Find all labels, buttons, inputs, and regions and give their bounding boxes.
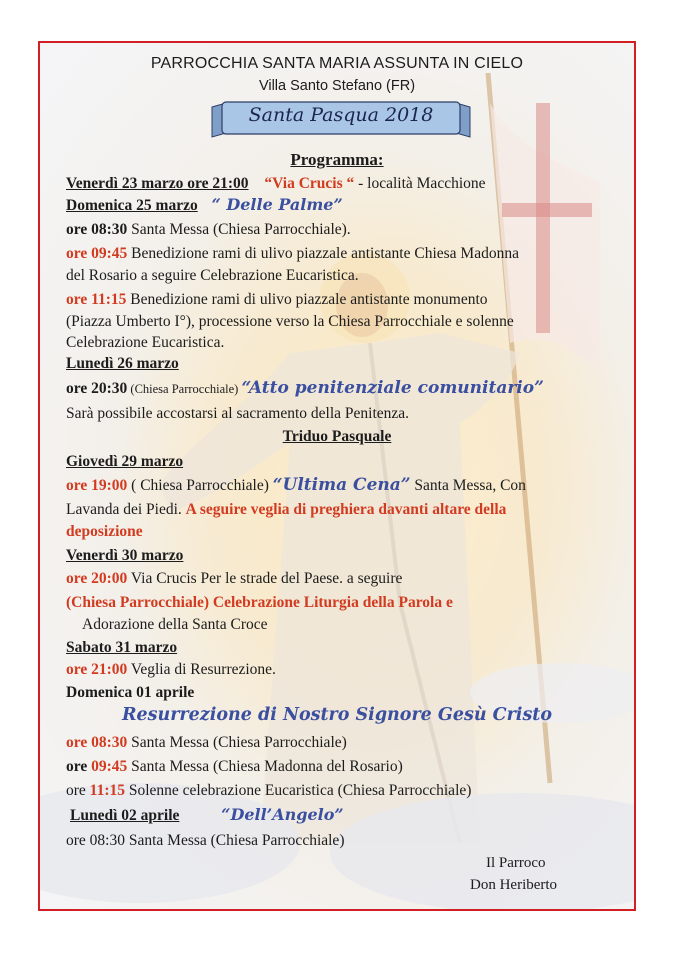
schedule-line bbox=[82, 615, 268, 635]
day-header bbox=[66, 354, 179, 374]
day-date: Venerdì 30 marzo bbox=[66, 547, 184, 564]
section-heading: Triduo Pasquale bbox=[282, 428, 392, 445]
easter-title: Resurrezione di Nostro Signore Gesù Cristo bbox=[121, 705, 553, 725]
signature-role: Il Parroco bbox=[486, 855, 546, 871]
desc: Solenne celebrazione Eucaristica (Chiesa Parrocchiale) bbox=[124, 782, 472, 799]
time: ore 19:00 bbox=[66, 477, 128, 494]
highlight: (Chiesa Parrocchiale) Celebrazione Liturgia della Parola e bbox=[66, 594, 453, 611]
desc: Benedizione rami di ulivo piazzale antistante Chiesa Madonna bbox=[127, 245, 519, 262]
day-header bbox=[66, 195, 343, 216]
schedule-line bbox=[66, 781, 471, 801]
time: ore 21:00 bbox=[66, 661, 128, 678]
time: ore 11:15 bbox=[66, 291, 127, 308]
event-via-crucis bbox=[66, 174, 486, 194]
schedule-line bbox=[66, 312, 514, 332]
event-title: “Via Crucis “ bbox=[264, 175, 355, 192]
event-title: “Ultima Cena” bbox=[272, 475, 411, 495]
desc: Lavanda dei Piedi. bbox=[66, 501, 186, 518]
time: ore 09:45 bbox=[66, 245, 128, 262]
schedule-line bbox=[66, 475, 526, 496]
schedule-line bbox=[66, 378, 544, 399]
desc: Via Crucis Per le strade del Paese. a seguire bbox=[127, 570, 403, 587]
day-date: Lunedì 02 aprile bbox=[70, 807, 180, 824]
title-banner bbox=[208, 101, 474, 139]
signature-name: Don Heriberto bbox=[470, 877, 558, 893]
schedule-line bbox=[66, 660, 276, 680]
day-title: “ Delle Palme” bbox=[211, 195, 343, 214]
time: 11:15 bbox=[89, 782, 125, 799]
time: ore 20:00 bbox=[66, 570, 128, 587]
schedule-line bbox=[66, 500, 506, 520]
desc: ore 08:30 Santa Messa (Chiesa Parrocchiale) bbox=[66, 832, 345, 849]
desc: Santa Messa (Chiesa Parrocchiale). bbox=[127, 221, 351, 238]
day-title: “Dell’Angelo” bbox=[221, 805, 344, 824]
desc: del Rosario a seguire Celebrazione Eucaristica. bbox=[66, 267, 359, 284]
desc: (Piazza Umberto I°), processione verso la Chiesa Parrocchiale e solenne bbox=[66, 313, 514, 330]
day-header bbox=[66, 638, 177, 658]
day-header bbox=[66, 683, 194, 703]
day-date: Sabato 31 marzo bbox=[66, 639, 178, 656]
event-title: “Atto penitenziale comunitario” bbox=[241, 378, 544, 398]
schedule-line bbox=[66, 569, 402, 589]
desc: Celebrazione Eucaristica. bbox=[66, 334, 225, 351]
event-location: - località Macchione bbox=[354, 175, 486, 192]
schedule-line bbox=[66, 404, 409, 424]
place: ( Chiesa Parrocchiale) bbox=[127, 477, 273, 494]
day-date: Giovedì 29 marzo bbox=[66, 453, 184, 470]
day-date: Domenica 01 aprile bbox=[66, 684, 195, 701]
schedule-line bbox=[66, 244, 519, 264]
time-prefix: ore bbox=[66, 758, 92, 775]
time: ore 08:30 bbox=[66, 221, 128, 238]
desc: Adorazione della Santa Croce bbox=[82, 616, 268, 633]
desc: Sarà possibile accostarsi al sacramento della Penitenza. bbox=[66, 405, 410, 422]
programma-heading: Programma: bbox=[290, 150, 384, 169]
place: (Chiesa Parrocchiale) bbox=[127, 382, 242, 396]
schedule-line bbox=[66, 733, 347, 753]
schedule-line bbox=[66, 757, 403, 777]
desc: Santa Messa, Con bbox=[410, 477, 526, 494]
day-header bbox=[66, 546, 183, 566]
parish-name: PARROCCHIA SANTA MARIA ASSUNTA IN CIELO bbox=[150, 55, 524, 72]
time: 09:45 bbox=[91, 758, 128, 775]
schedule-line bbox=[66, 333, 224, 353]
event-date: Venerdì 23 marzo ore 21:00 bbox=[66, 175, 249, 192]
time: ore 08:30 bbox=[66, 734, 128, 751]
day-header bbox=[70, 805, 344, 826]
desc: Benedizione rami di ulivo piazzale antistante monumento bbox=[126, 291, 488, 308]
day-date: Domenica 25 marzo bbox=[66, 197, 198, 214]
schedule-line bbox=[66, 266, 359, 286]
highlight: deposizione bbox=[66, 523, 143, 540]
desc: Santa Messa (Chiesa Madonna del Rosario) bbox=[127, 758, 403, 775]
time-prefix: ore bbox=[66, 782, 90, 799]
schedule-line bbox=[66, 290, 488, 310]
day-header bbox=[66, 452, 183, 472]
banner-title: Santa Pasqua 2018 bbox=[248, 104, 434, 126]
poster-frame bbox=[38, 41, 636, 911]
time: ore 20:30 bbox=[66, 380, 128, 397]
desc: Santa Messa (Chiesa Parrocchiale) bbox=[127, 734, 347, 751]
schedule-line bbox=[66, 831, 344, 851]
schedule-line bbox=[66, 593, 453, 613]
schedule-line bbox=[66, 220, 351, 240]
schedule-line bbox=[66, 522, 143, 542]
desc: Veglia di Resurrezione. bbox=[127, 661, 276, 678]
day-date: Lunedì 26 marzo bbox=[66, 355, 179, 372]
highlight: A seguire veglia di preghiera davanti altare della bbox=[185, 501, 507, 518]
town-name: Villa Santo Stefano (FR) bbox=[258, 78, 416, 94]
